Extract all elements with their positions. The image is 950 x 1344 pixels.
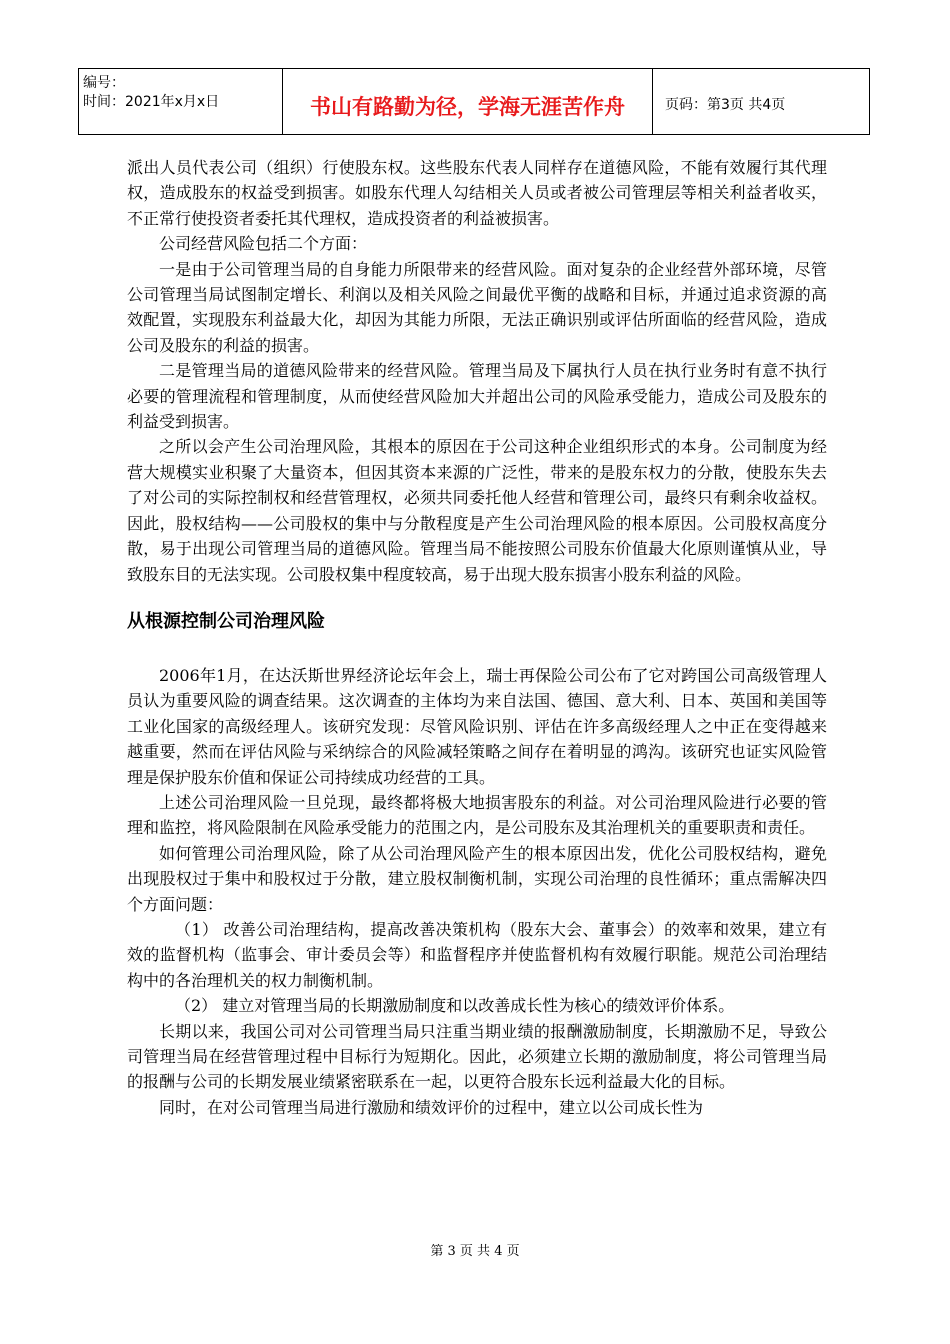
number-label: 编号：: [83, 75, 125, 91]
page-footer: 第 3 页 共 4 页: [430, 1244, 520, 1259]
header-info: [79, 69, 283, 134]
paragraph: 上述公司治理风险一旦兑现，最终都将极大地损害股东的利益。对公司治理风险进行必要的管理和监控，将风险限制在风险承受能力的范围之内，是公司股东及其治理机关的重要职责和责任。: [127, 792, 827, 838]
section-heading: 从根源控制公司治理风险: [127, 610, 325, 632]
document-body: [127, 155, 827, 1120]
paragraph: 二是管理当局的道德风险带来的经营风险。管理当局及下属执行人员在执行业务时有意不执行必要的管理流程和管理制度，从而使经营风险加大并超出公司的风险承受能力，造成公司及股东的利益受到损害。: [127, 361, 827, 432]
paragraph: 2006年1月，在达沃斯世界经济论坛年会上，瑞士再保险公司公布了它对跨国公司高级管理人员认为重要风险的调查结果。这次调查的主体均为来自法国、德国、意大利、日本、英国和美国等工业化国家的高级经理人。该研究发现：尽管风险识别、评估在许多高级经理人之中正在变得越来越重要，然而在评估风险与采纳综合的风险减轻策略之间存在着明显的鸿沟。该研究也证实风险管理是保护股东价值和保证公司持续成功经营的工具。: [127, 665, 827, 787]
paragraph: 同时，在对公司管理当局进行激励和绩效评价的过程中，建立以公司成长性为: [159, 1097, 704, 1117]
header-motto: 书山有路勤为径，学海无涯苦作舟: [283, 69, 653, 134]
time-label: 时间：2021年x月x日: [83, 94, 220, 110]
header-page-label: 页码：第3页 共4页: [665, 96, 786, 113]
page-header: [78, 68, 870, 135]
paragraph: 长期以来，我国公司对公司管理当局只注重当期业绩的报酬激励制度，长期激励不足，导致公司管理当局在经营管理过程中目标行为短期化。因此，必须建立长期的激励制度，将公司管理当局的报酬与公司的长期发展业绩紧密联系在一起，以更符合股东长远利益最大化的目标。: [127, 1021, 827, 1092]
list-item: （2） 建立对管理当局的长期激励制度和以改善成长性为核心的绩效评价体系。: [175, 996, 735, 1016]
paragraph: 公司经营风险包括二个方面：: [159, 234, 368, 254]
paragraph: 派出人员代表公司（组织）行使股东权。这些股东代表人同样存在道德风险，不能有效履行其代理权，造成股东的权益受到损害。如股东代理人勾结相关人员或者被公司管理层等相关利益者收买，不正常行使投资者委托其代理权，造成投资者的利益被损害。: [127, 158, 827, 228]
paragraph: 一是由于公司管理当局的自身能力所限带来的经营风险。面对复杂的企业经营外部环境，尽管公司管理当局试图制定增长、利润以及相关风险之间最优平衡的战略和目标，并通过追求资源的高效配置，实现股东利益最大化，却因为其能力所限，无法正确识别或评估所面临的经营风险，造成公司及股东的利益的损害。: [127, 259, 827, 355]
list-item: （1） 改善公司治理结构，提高改善决策机构（股东大会、董事会）的效率和效果，建立有效的监督机构（监事会、审计委员会等）和监督程序并使监督机构有效履行职能。规范公司治理结构中的各治理机关的权力制衡机制。: [127, 919, 827, 990]
paragraph: 如何管理公司治理风险，除了从公司治理风险产生的根本原因出发，优化公司股权结构，避免出现股权过于集中和股权过于分散，建立股权制衡机制，实现公司治理的良性循环；重点需解决四个方面问题：: [127, 843, 827, 914]
paragraph: 之所以会产生公司治理风险，其根本的原因在于公司这种企业组织形式的本身。公司制度为经营大规模实业积聚了大量资本，但因其资本来源的广泛性，带来的是股东权力的分散，使股东失去了对公司的实际控制权和经营管理权，必须共同委托他人经营和管理公司，最终只有剩余收益权。因此，股权结构——公司股权的集中与分散程度是产生公司治理风险的根本原因。公司股权高度分散，易于出现公司管理当局的道德风险。管理当局不能按照公司股东价值最大化原则谨慎从业，导致股东目的无法实现。公司股权集中程度较高，易于出现大股东损害小股东利益的风险。: [127, 437, 827, 584]
